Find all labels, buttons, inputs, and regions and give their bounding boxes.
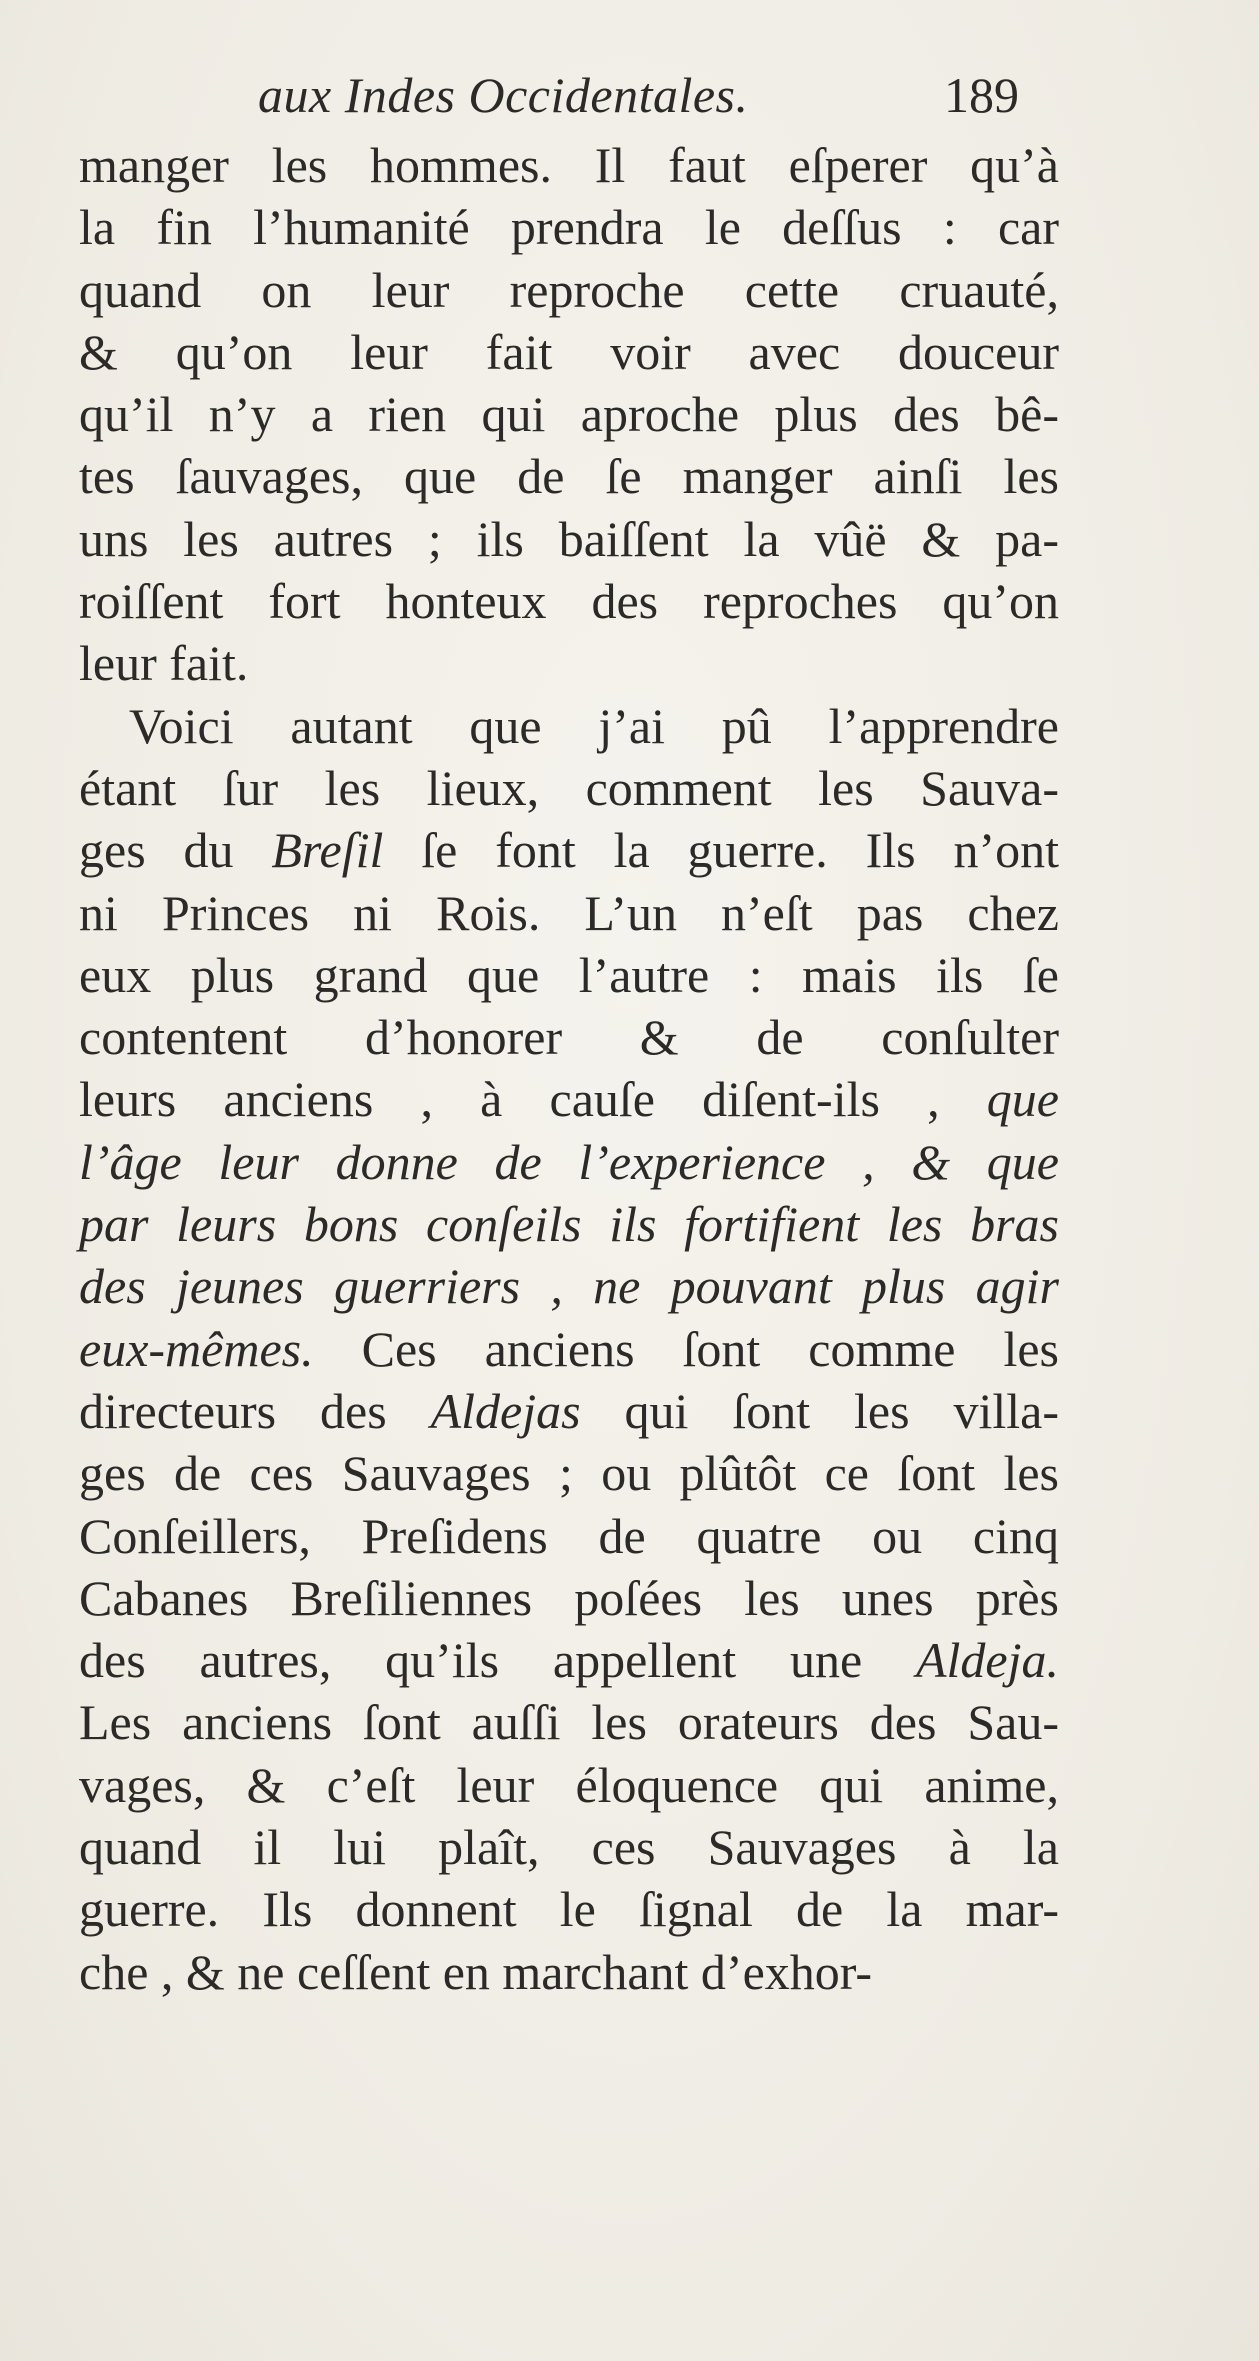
text-line <box>79 1941 1059 2003</box>
text-segment: quand il lui plaît, ces Sauvages à la <box>79 1819 1059 1876</box>
text-segment: leurs anciens , à cauſe diſent-ils , <box>79 1071 987 1128</box>
text-line <box>79 1380 1059 1442</box>
italic-text: des jeunes guerriers , ne pouvant plus agir <box>79 1258 1059 1315</box>
text-segment: uns les autres ; ils baiſſent la vûë & pa- <box>79 510 1059 567</box>
text-segment: étant ſur les lieux, comment les Sauva- <box>79 759 1059 816</box>
text-line <box>79 1878 1059 1940</box>
text-line <box>79 632 1059 694</box>
text-segment: Cabanes Breſiliennes poſées les unes près <box>79 1569 1059 1626</box>
text-segment: eux plus grand que l’autre : mais ils ſe <box>79 946 1059 1003</box>
text-line <box>79 1754 1059 1816</box>
text-segment: qu’il n’y a rien qui aproche plus des bê- <box>79 386 1059 443</box>
text-line <box>79 1567 1059 1629</box>
text-segment: & qu’on leur fait voir avec douceur <box>79 323 1059 380</box>
text-segment: directeurs des <box>79 1382 431 1439</box>
text-line <box>79 1255 1059 1317</box>
text-segment: des autres, qu’ils appellent une <box>79 1632 916 1689</box>
text-line <box>79 570 1059 632</box>
text-line <box>79 1068 1059 1130</box>
text-line <box>79 321 1059 383</box>
text-segment: quand on leur reproche cette cruauté, <box>79 261 1059 318</box>
text-line <box>79 757 1059 819</box>
text-segment: che , & ne ceſſent en marchant d’exhor- <box>79 1943 873 2000</box>
text-line <box>79 134 1059 196</box>
text-segment: leur fait. <box>79 635 249 692</box>
text-segment: tes ſauvages, que de ſe manger ainſi les <box>79 448 1059 505</box>
text-line <box>79 259 1059 321</box>
text-segment: qui ſont les villa- <box>580 1382 1059 1439</box>
italic-text: Aldeja. <box>915 1632 1059 1689</box>
page-header <box>0 66 1259 136</box>
text-line <box>79 1442 1059 1504</box>
italic-text: que <box>986 1071 1059 1128</box>
text-line <box>79 1006 1059 1068</box>
text-segment: ſe font la guerre. Ils n’ont <box>383 822 1059 879</box>
text-line <box>79 944 1059 1006</box>
text-segment: roiſſent fort honteux des reproches qu’on <box>79 573 1059 630</box>
text-line <box>79 1193 1059 1255</box>
text-segment: Conſeillers, Preſidens de quatre ou cinq <box>79 1507 1059 1564</box>
text-line <box>79 445 1059 507</box>
text-line <box>79 1816 1059 1878</box>
text-line <box>79 383 1059 445</box>
text-line <box>79 508 1059 570</box>
text-segment: Voici autant que j’ai pû l’apprendre <box>129 697 1059 754</box>
italic-text: l’âge leur donne de l’experience , & que <box>79 1133 1059 1190</box>
text-line <box>79 1505 1059 1567</box>
page-number: 189 <box>944 67 1019 123</box>
text-segment: manger les hommes. Il faut eſperer qu’à <box>79 137 1059 193</box>
text-line <box>79 695 1059 757</box>
italic-text: par leurs bons conſeils ils fortifient les bras <box>79 1196 1059 1253</box>
text-line <box>79 196 1059 258</box>
text-line <box>79 882 1059 944</box>
text-segment: Ces anciens ſont comme les <box>313 1320 1059 1377</box>
text-segment: ni Princes ni Rois. L’un n’eſt pas chez <box>79 884 1059 941</box>
text-line <box>79 1318 1059 1380</box>
text-segment: ges de ces Sauvages ; ou plûtôt ce ſont les <box>79 1445 1059 1502</box>
text-line <box>79 1629 1059 1691</box>
text-segment: ges du <box>79 822 272 879</box>
text-line <box>79 1131 1059 1193</box>
text-line <box>79 1691 1059 1753</box>
italic-text: Aldejas <box>430 1382 581 1439</box>
running-title: aux Indes Occidentales. <box>258 67 749 123</box>
text-segment: la fin l’humanité prendra le deſſus : car <box>79 199 1059 256</box>
text-segment: guerre. Ils donnent le ſignal de la mar- <box>79 1881 1059 1938</box>
text-segment: vages, & c’eſt leur éloquence qui anime, <box>79 1756 1059 1813</box>
text-line <box>79 819 1059 881</box>
italic-text: eux-mêmes. <box>79 1320 314 1377</box>
text-segment: contentent d’honorer & de conſulter <box>79 1009 1059 1066</box>
body-text <box>79 134 1059 2003</box>
italic-text: Breſil <box>271 822 384 879</box>
text-segment: Les anciens ſont auſſi les orateurs des Sau- <box>79 1694 1059 1751</box>
